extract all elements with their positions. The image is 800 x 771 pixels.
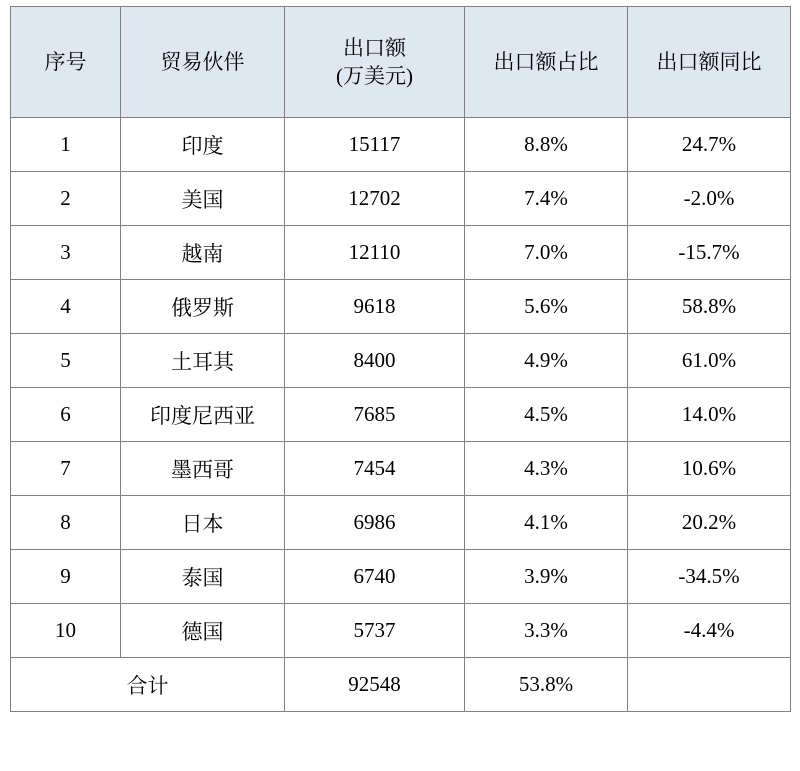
cell-share: 3.9% [465, 550, 628, 604]
cell-total-label: 合计 [11, 658, 285, 712]
cell-index: 6 [11, 388, 121, 442]
cell-partner: 越南 [121, 226, 285, 280]
cell-total-share: 53.8% [465, 658, 628, 712]
cell-index: 1 [11, 118, 121, 172]
cell-amount: 7454 [285, 442, 465, 496]
column-header-amount-line-1: 出口额 [343, 35, 406, 60]
cell-partner: 美国 [121, 172, 285, 226]
table-row [11, 496, 791, 550]
cell-amount: 12110 [285, 226, 465, 280]
column-header-index [11, 7, 121, 118]
cell-yoy: -4.4% [628, 604, 791, 658]
cell-total-yoy [628, 658, 791, 712]
cell-yoy: 61.0% [628, 334, 791, 388]
cell-index: 8 [11, 496, 121, 550]
cell-share: 5.6% [465, 280, 628, 334]
cell-amount: 6986 [285, 496, 465, 550]
cell-partner: 印度 [121, 118, 285, 172]
table-row [11, 280, 791, 334]
cell-yoy: 10.6% [628, 442, 791, 496]
table-total-row [11, 658, 791, 712]
cell-partner: 墨西哥 [121, 442, 285, 496]
cell-partner: 德国 [121, 604, 285, 658]
table-row [11, 550, 791, 604]
cell-partner: 印度尼西亚 [121, 388, 285, 442]
column-header-amount [285, 7, 465, 118]
cell-share: 7.0% [465, 226, 628, 280]
table-body [11, 118, 791, 712]
table-row [11, 226, 791, 280]
cell-partner: 土耳其 [121, 334, 285, 388]
cell-share: 4.9% [465, 334, 628, 388]
cell-amount: 7685 [285, 388, 465, 442]
cell-share: 4.3% [465, 442, 628, 496]
column-header-partner [121, 7, 285, 118]
cell-yoy: -2.0% [628, 172, 791, 226]
cell-yoy: 20.2% [628, 496, 791, 550]
cell-amount: 9618 [285, 280, 465, 334]
cell-amount: 6740 [285, 550, 465, 604]
cell-yoy: 14.0% [628, 388, 791, 442]
cell-partner: 泰国 [121, 550, 285, 604]
cell-yoy: 24.7% [628, 118, 791, 172]
cell-index: 3 [11, 226, 121, 280]
cell-share: 4.5% [465, 388, 628, 442]
cell-index: 5 [11, 334, 121, 388]
column-header-partner-line-1: 贸易伙伴 [160, 49, 245, 74]
table-row [11, 442, 791, 496]
cell-index: 10 [11, 604, 121, 658]
cell-index: 7 [11, 442, 121, 496]
cell-partner: 俄罗斯 [121, 280, 285, 334]
table-row [11, 172, 791, 226]
cell-yoy: -15.7% [628, 226, 791, 280]
cell-amount: 5737 [285, 604, 465, 658]
cell-share: 4.1% [465, 496, 628, 550]
table-row [11, 334, 791, 388]
table-row [11, 118, 791, 172]
column-header-index-line-1: 序号 [44, 49, 87, 74]
cell-index: 9 [11, 550, 121, 604]
cell-amount: 12702 [285, 172, 465, 226]
cell-yoy: -34.5% [628, 550, 791, 604]
cell-share: 3.3% [465, 604, 628, 658]
table-row [11, 604, 791, 658]
cell-index: 4 [11, 280, 121, 334]
cell-amount: 8400 [285, 334, 465, 388]
cell-index: 2 [11, 172, 121, 226]
table-header [11, 7, 791, 118]
cell-share: 8.8% [465, 118, 628, 172]
column-header-amount-line-2: (万美元) [336, 64, 413, 88]
cell-yoy: 58.8% [628, 280, 791, 334]
table-header-row [11, 7, 791, 118]
table-row [11, 388, 791, 442]
column-header-share [465, 7, 628, 118]
column-header-yoy [628, 7, 791, 118]
cell-partner: 日本 [121, 496, 285, 550]
cell-share: 7.4% [465, 172, 628, 226]
export-partners-table [10, 6, 791, 712]
cell-amount: 15117 [285, 118, 465, 172]
column-header-yoy-line-1: 出口额同比 [656, 49, 762, 74]
cell-total-amount: 92548 [285, 658, 465, 712]
column-header-share-line-1: 出口额占比 [493, 49, 599, 74]
